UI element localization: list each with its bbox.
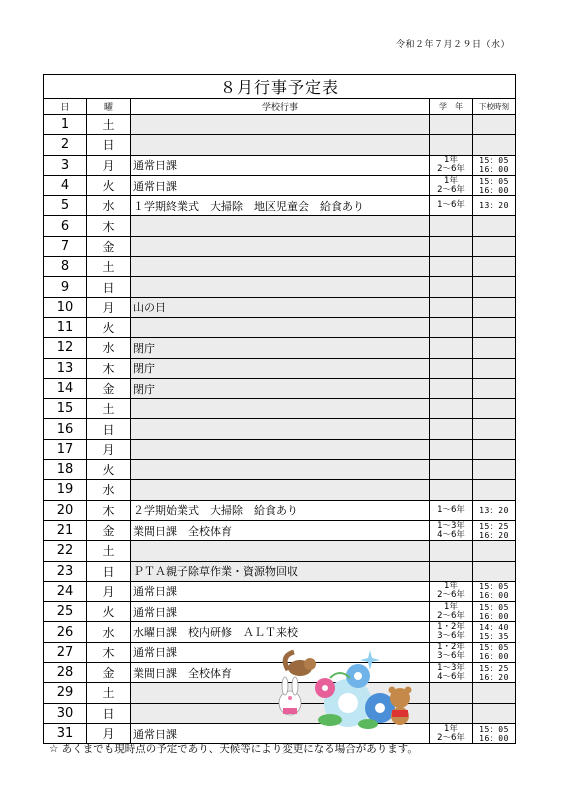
header-day: 日 [44,99,87,115]
day-cell: 23 [44,561,87,581]
table-row [44,561,516,581]
grade-cell [430,236,473,256]
document-date: 令和２年７月２９日（水） [395,40,510,50]
grade-cell [430,297,473,317]
event-cell [131,317,430,337]
table-row [44,236,516,256]
grade-cell [430,338,473,358]
day-cell: 18 [44,460,87,480]
dismissal-time-cell [473,439,516,459]
event-cell: 閉庁 [131,358,430,378]
grade-cell [430,703,473,723]
weekday-cell: 火 [87,460,131,480]
schedule-table [43,74,516,744]
day-cell: 2 [44,135,87,155]
grade-cell [430,257,473,277]
grade-cell: 1～3年 4～6年 [430,520,473,540]
weekday-cell: 金 [87,236,131,256]
dismissal-time-cell [473,358,516,378]
bunny-icon [279,677,301,715]
grade-cell [430,115,473,135]
summer-illustration [270,648,420,730]
weekday-cell: 火 [87,175,131,195]
grade-cell [430,378,473,398]
grade-cell [430,561,473,581]
table-row [44,480,516,500]
grade-cell: 1年 2～6年 [430,581,473,601]
dismissal-time-cell [473,115,516,135]
table-row [44,439,516,459]
table-row [44,196,516,216]
event-cell: ２学期始業式 大掃除 給食あり [131,500,430,520]
event-cell [131,419,430,439]
footnote: ☆ あくまでも現時点の予定であり、天候等により変更になる場合があります。 [49,743,418,755]
weekday-cell: 金 [87,378,131,398]
day-cell: 25 [44,602,87,622]
dismissal-time-cell [473,338,516,358]
weekday-cell: 月 [87,723,131,743]
grade-cell [430,277,473,297]
weekday-cell: 火 [87,317,131,337]
dismissal-time-cell [473,703,516,723]
event-cell: 業間日課 全校体育 [131,520,430,540]
day-cell: 19 [44,480,87,500]
dismissal-time-cell [473,216,516,236]
day-cell: 3 [44,155,87,175]
table-row [44,216,516,236]
day-cell: 5 [44,196,87,216]
dismissal-time-cell [473,683,516,703]
page-title: ８月行事予定表 [44,75,516,99]
event-cell [131,439,430,459]
event-cell: 通常日課 [131,723,430,743]
grade-cell [430,683,473,703]
header-weekday: 曜 [87,99,131,115]
dismissal-time-cell [473,480,516,500]
table-row [44,541,516,561]
weekday-cell: 日 [87,135,131,155]
dismissal-time-cell [473,317,516,337]
event-cell [131,399,430,419]
weekday-cell: 金 [87,663,131,683]
day-cell: 8 [44,257,87,277]
weekday-cell: 月 [87,297,131,317]
day-cell: 12 [44,338,87,358]
grade-cell [430,480,473,500]
day-cell: 7 [44,236,87,256]
weekday-cell: 木 [87,216,131,236]
header-dismissal-time: 下校時刻 [473,99,516,115]
grade-cell: 1年 2～6年 [430,155,473,175]
day-cell: 6 [44,216,87,236]
event-cell [131,135,430,155]
table-row [44,378,516,398]
grade-cell: 1～3年 4～6年 [430,663,473,683]
weekday-cell: 水 [87,480,131,500]
table-row [44,460,516,480]
dismissal-time-cell: 15：05 16：00 [473,723,516,743]
grade-cell [430,216,473,236]
weekday-cell: 水 [87,196,131,216]
dismissal-time-cell [473,236,516,256]
weekday-cell: 土 [87,257,131,277]
weekday-cell: 木 [87,500,131,520]
event-cell [131,480,430,500]
day-cell: 16 [44,419,87,439]
weekday-cell: 木 [87,358,131,378]
dismissal-time-cell [473,561,516,581]
weekday-cell: 金 [87,520,131,540]
table-row [44,277,516,297]
dismissal-time-cell [473,277,516,297]
day-cell: 17 [44,439,87,459]
event-cell: 業間日課 全校体育 [131,663,430,683]
day-cell: 11 [44,317,87,337]
morning-glory-icon [315,664,395,729]
grade-cell: 1年 2～6年 [430,723,473,743]
event-cell [131,460,430,480]
day-cell: 24 [44,581,87,601]
dismissal-time-cell: 15：05 16：00 [473,581,516,601]
event-cell [131,236,430,256]
grade-cell: 1・2年 3～6年 [430,642,473,662]
weekday-cell: 日 [87,703,131,723]
squirrel-icon [285,652,316,676]
table-row [44,358,516,378]
event-cell: １学期終業式 大掃除 地区児童会 給食あり [131,196,430,216]
dismissal-time-cell: 15：25 16：20 [473,520,516,540]
table-row [44,622,516,642]
table-row [44,257,516,277]
day-cell: 31 [44,723,87,743]
day-cell: 4 [44,175,87,195]
grade-cell: 1・2年 3～6年 [430,622,473,642]
day-cell: 30 [44,703,87,723]
weekday-cell: 火 [87,602,131,622]
table-row [44,581,516,601]
grade-cell: 1～6年 [430,196,473,216]
grade-cell [430,358,473,378]
day-cell: 10 [44,297,87,317]
header-event: 学校行事 [131,99,430,115]
grade-cell: 1年 2～6年 [430,602,473,622]
dismissal-time-cell: 13：20 [473,196,516,216]
dismissal-time-cell: 15：25 16：20 [473,663,516,683]
grade-cell [430,399,473,419]
event-cell [131,216,430,236]
table-row [44,500,516,520]
grade-cell [430,541,473,561]
event-cell: ＰＴＡ親子除草作業・資源物回収 [131,561,430,581]
table-row [44,399,516,419]
day-cell: 20 [44,500,87,520]
day-cell: 14 [44,378,87,398]
dismissal-time-cell [473,541,516,561]
weekday-cell: 土 [87,683,131,703]
dismissal-time-cell [473,378,516,398]
grade-cell [430,460,473,480]
grade-cell: 1～6年 [430,500,473,520]
dismissal-time-cell: 14：40 15：35 [473,622,516,642]
day-cell: 29 [44,683,87,703]
table-row [44,338,516,358]
day-cell: 15 [44,399,87,419]
grade-cell [430,135,473,155]
event-cell: 閉庁 [131,378,430,398]
weekday-cell: 月 [87,155,131,175]
table-row [44,317,516,337]
weekday-cell: 日 [87,419,131,439]
event-cell: 通常日課 [131,155,430,175]
weekday-cell: 月 [87,439,131,459]
day-cell: 26 [44,622,87,642]
event-cell: 水曜日課 校内研修 ＡＬＴ来校 [131,622,430,642]
table-row [44,297,516,317]
weekday-cell: 木 [87,642,131,662]
table-row [44,115,516,135]
weekday-cell: 月 [87,581,131,601]
event-cell: 通常日課 [131,642,430,662]
weekday-cell: 日 [87,561,131,581]
dismissal-time-cell: 15：05 16：00 [473,602,516,622]
event-cell: 閉庁 [131,338,430,358]
day-cell: 9 [44,277,87,297]
table-row [44,520,516,540]
dismissal-time-cell [473,297,516,317]
event-cell [131,115,430,135]
dismissal-time-cell: 15：05 16：00 [473,642,516,662]
weekday-cell: 土 [87,115,131,135]
event-cell: 通常日課 [131,175,430,195]
dismissal-time-cell [473,399,516,419]
header-grade: 学 年 [430,99,473,115]
table-row [44,135,516,155]
day-cell: 1 [44,115,87,135]
dismissal-time-cell: 13：20 [473,500,516,520]
grade-cell: 1年 2～6年 [430,175,473,195]
day-cell: 21 [44,520,87,540]
weekday-cell: 水 [87,622,131,642]
weekday-cell: 土 [87,399,131,419]
weekday-cell: 水 [87,338,131,358]
dismissal-time-cell: 15：05 16：00 [473,155,516,175]
weekday-cell: 土 [87,541,131,561]
grade-cell [430,419,473,439]
event-cell: 通常日課 [131,602,430,622]
dismissal-time-cell [473,257,516,277]
event-cell: 山の日 [131,297,430,317]
day-cell: 27 [44,642,87,662]
grade-cell [430,439,473,459]
table-row [44,175,516,195]
table-row [44,155,516,175]
grade-cell [430,317,473,337]
event-cell [131,257,430,277]
table-row [44,602,516,622]
event-cell [131,277,430,297]
event-cell [131,541,430,561]
dismissal-time-cell [473,460,516,480]
day-cell: 13 [44,358,87,378]
day-cell: 22 [44,541,87,561]
dismissal-time-cell [473,135,516,155]
day-cell: 28 [44,663,87,683]
dismissal-time-cell: 15：05 16：00 [473,175,516,195]
weekday-cell: 日 [87,277,131,297]
table-row [44,419,516,439]
event-cell: 通常日課 [131,581,430,601]
dismissal-time-cell [473,419,516,439]
